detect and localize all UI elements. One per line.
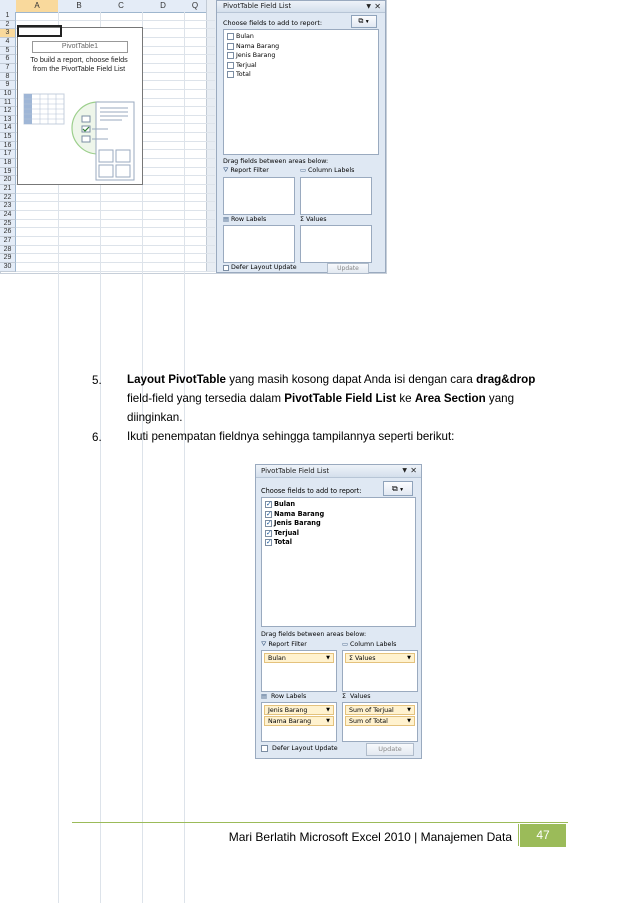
field-item[interactable] — [265, 500, 412, 510]
footer-title: Mari Berlatih Microsoft Excel 2010 | Manajemen Data — [228, 830, 512, 844]
column-field-chip[interactable] — [345, 653, 415, 663]
step-5-line1 — [127, 370, 567, 389]
choose-fields-label: Choose fields to add to report: — [223, 19, 323, 27]
field-label: Nama Barang — [236, 42, 280, 50]
field-checkbox[interactable] — [227, 62, 234, 69]
column-header-c[interactable]: C — [100, 0, 143, 13]
filter-icon: ⛛ — [223, 167, 229, 174]
report-filter-label: Report Filter — [268, 641, 307, 648]
step-6-text: Ikuti penempatan fieldnya sehingga tampilannya seperti berikut: — [127, 430, 455, 443]
pivot-instruction-line2: from the PivotTable Field List — [32, 64, 126, 73]
row-labels-header — [261, 693, 306, 700]
chevron-down-icon: ▼ — [363, 19, 370, 25]
text-run: Layout PivotTable — [127, 373, 226, 386]
chip-label: Sum of Terjual — [349, 707, 394, 714]
gridline — [16, 20, 215, 21]
row-header[interactable]: 20 — [0, 176, 16, 185]
defer-layout-row — [261, 745, 338, 752]
row-header[interactable]: 2 — [0, 21, 16, 30]
value-field-chip[interactable] — [345, 705, 415, 715]
row-header[interactable]: 13 — [0, 116, 16, 125]
row-header[interactable]: 11 — [0, 99, 16, 108]
report-filter-header — [223, 167, 269, 175]
row-header[interactable]: 30 — [0, 263, 16, 272]
defer-layout-row — [223, 264, 297, 271]
pivot-illustration — [22, 88, 138, 183]
field-list-layout-button[interactable] — [351, 15, 377, 28]
text-run: Area Section — [414, 392, 486, 405]
field-item[interactable] — [227, 42, 375, 52]
field-checkbox[interactable] — [265, 520, 272, 527]
field-checkbox[interactable] — [227, 43, 234, 50]
row-labels-icon: ▤ — [223, 216, 229, 223]
values-area[interactable] — [342, 702, 418, 742]
field-list-layout-button[interactable] — [383, 481, 413, 496]
row-header[interactable]: 18 — [0, 159, 16, 168]
filter-field-chip[interactable] — [264, 653, 334, 663]
row-header[interactable]: 3 — [0, 29, 16, 38]
field-checkbox[interactable] — [265, 539, 272, 546]
chevron-down-icon[interactable]: ▼ — [326, 707, 330, 713]
field-checkbox[interactable] — [227, 33, 234, 40]
drag-fields-label: Drag fields between areas below: — [223, 158, 329, 165]
defer-layout-label: Defer Layout Update — [231, 264, 297, 271]
row-header[interactable]: 6 — [0, 55, 16, 64]
report-filter-area[interactable] — [261, 650, 337, 692]
field-item[interactable] — [227, 61, 375, 71]
footer-separator — [518, 824, 519, 846]
gridline — [16, 253, 215, 254]
column-labels-area[interactable] — [342, 650, 418, 692]
chevron-down-icon: ▼ — [397, 487, 405, 493]
row-header[interactable]: 10 — [0, 90, 16, 99]
field-checkbox[interactable] — [265, 530, 272, 537]
row-header[interactable]: 4 — [0, 38, 16, 47]
row-field-chip[interactable] — [264, 716, 334, 726]
sigma-icon: Σ — [342, 693, 346, 700]
row-header[interactable]: 14 — [0, 124, 16, 133]
gridline — [16, 201, 215, 202]
gridline — [16, 210, 215, 211]
dropdown-arrow-icon[interactable]: ▼ — [402, 467, 407, 474]
defer-layout-checkbox[interactable] — [261, 745, 268, 752]
row-header[interactable]: 8 — [0, 73, 16, 82]
text-run: drag&drop — [476, 373, 536, 386]
field-label: Total — [236, 71, 251, 78]
active-cell[interactable] — [17, 25, 62, 37]
field-checklist[interactable] — [261, 497, 416, 627]
step-6-number: 6. — [92, 431, 102, 444]
sigma-icon: Σ — [300, 216, 304, 223]
values-area[interactable] — [300, 225, 372, 263]
field-label: Jenis Barang — [236, 52, 276, 59]
chip-label: Σ Values — [349, 655, 376, 662]
row-header[interactable]: 23 — [0, 202, 16, 211]
row-header[interactable]: 21 — [0, 185, 16, 194]
field-item[interactable] — [265, 510, 412, 520]
row-header[interactable]: 12 — [0, 107, 16, 116]
field-checkbox[interactable] — [227, 71, 234, 78]
report-filter-label: Report Filter — [230, 167, 269, 174]
column-header-b[interactable]: B — [58, 0, 101, 13]
column-labels-icon: ▭ — [342, 641, 348, 648]
defer-layout-label: Defer Layout Update — [272, 745, 338, 752]
panel-title-bar — [256, 465, 421, 478]
report-filter-header — [261, 641, 307, 649]
layout-icon: ⧉ — [358, 18, 364, 25]
chip-label: Nama Barang — [268, 718, 312, 725]
gridline — [16, 271, 215, 272]
row-header[interactable]: 1 — [0, 12, 16, 21]
row-labels-area[interactable] — [261, 702, 337, 742]
row-header[interactable]: 5 — [0, 47, 16, 56]
gridline — [16, 236, 215, 237]
field-item[interactable] — [227, 70, 375, 80]
column-labels-header — [300, 167, 354, 174]
step-5-number: 5. — [92, 374, 102, 387]
step-5-line2 — [127, 389, 567, 408]
gridline — [184, 12, 185, 274]
dropdown-arrow-icon[interactable]: ▼ — [366, 3, 371, 10]
row-header[interactable]: 7 — [0, 64, 16, 73]
text-run: yang — [485, 392, 515, 405]
row-header[interactable]: 28 — [0, 246, 16, 255]
field-item[interactable] — [227, 32, 375, 42]
row-labels-area[interactable] — [223, 225, 295, 263]
empty-pivot-placeholder[interactable] — [17, 27, 143, 185]
row-header[interactable]: 27 — [0, 237, 16, 246]
field-item[interactable] — [227, 51, 375, 61]
values-label: Values — [306, 216, 327, 223]
choose-fields-label: Choose fields to add to report: — [261, 487, 362, 495]
layout-icon: ⧉ — [391, 484, 398, 493]
field-label: Total — [274, 538, 293, 546]
panel-title: PivotTable Field List — [223, 2, 292, 10]
gridline — [16, 227, 215, 228]
field-item[interactable] — [265, 519, 412, 529]
field-checklist[interactable] — [223, 29, 379, 155]
row-header[interactable]: 22 — [0, 194, 16, 203]
column-labels-label: Column Labels — [349, 641, 397, 648]
values-label: Values — [350, 693, 371, 700]
row-header[interactable]: 19 — [0, 168, 16, 177]
chevron-down-icon[interactable]: ▼ — [407, 718, 411, 724]
pivot-instruction-line1: To build a report, choose fields — [30, 55, 128, 64]
column-labels-label: Column Labels — [307, 167, 355, 174]
excel-screenshot-empty-pivot — [0, 0, 387, 274]
row-labels-label: Row Labels — [270, 693, 307, 700]
chip-label: Sum of Total — [349, 718, 388, 725]
column-header-q[interactable]: Q — [184, 0, 207, 13]
step-5-line3: diinginkan. — [127, 411, 183, 424]
field-item[interactable] — [265, 538, 412, 548]
gridline — [16, 245, 215, 246]
panel-title-bar — [217, 1, 385, 13]
field-label: Terjual — [236, 61, 257, 69]
column-header-d[interactable]: D — [142, 0, 185, 13]
chevron-down-icon[interactable]: ▼ — [407, 655, 411, 661]
row-labels-header — [223, 216, 266, 223]
field-label: Bulan — [236, 33, 254, 40]
report-filter-area[interactable] — [223, 177, 295, 215]
row-labels-icon: ▤ — [261, 693, 267, 700]
value-field-chip[interactable] — [345, 716, 415, 726]
filter-icon: ⛛ — [261, 641, 267, 648]
row-header[interactable]: 9 — [0, 81, 16, 90]
row-labels-label: Row Labels — [230, 216, 267, 223]
chip-label: Jenis Barang — [268, 707, 308, 714]
gridline — [16, 262, 215, 263]
chip-label: Bulan — [268, 655, 286, 662]
row-header[interactable]: 15 — [0, 133, 16, 142]
defer-layout-checkbox[interactable] — [223, 265, 229, 271]
close-icon[interactable]: ✕ — [374, 2, 381, 11]
footer-rule — [72, 822, 568, 823]
page-number: 47 — [520, 824, 566, 847]
gridline — [16, 219, 215, 220]
row-header[interactable]: 16 — [0, 142, 16, 151]
row-header[interactable]: 25 — [0, 220, 16, 229]
field-checkbox[interactable] — [265, 501, 272, 508]
chevron-down-icon[interactable]: ▼ — [326, 655, 330, 661]
pivot-field-list-filled — [255, 464, 422, 759]
field-label: Nama Barang — [274, 509, 325, 518]
field-checkbox[interactable] — [227, 52, 234, 59]
step-5-text — [127, 370, 567, 427]
panel-title: PivotTable Field List — [261, 467, 330, 475]
column-labels-header — [342, 641, 396, 648]
row-header[interactable]: 24 — [0, 211, 16, 220]
field-label: Terjual — [274, 528, 300, 537]
row-header[interactable]: 29 — [0, 254, 16, 263]
field-checkbox[interactable] — [265, 511, 272, 518]
update-button[interactable]: Update — [366, 743, 414, 756]
close-icon[interactable]: ✕ — [410, 466, 417, 475]
field-label: Bulan — [274, 500, 296, 508]
row-field-chip[interactable] — [264, 705, 334, 715]
text-run: ke — [396, 392, 415, 405]
column-labels-icon: ▭ — [300, 167, 306, 174]
field-item[interactable] — [265, 529, 412, 539]
field-label: Jenis Barang — [274, 519, 321, 527]
pivot-instruction — [20, 55, 138, 73]
values-header — [342, 693, 371, 700]
pivot-field-list-panel — [216, 0, 386, 273]
column-labels-area[interactable] — [300, 177, 372, 215]
row-header[interactable]: 17 — [0, 150, 16, 159]
text-run: field-field yang tersedia dalam — [127, 392, 285, 405]
update-button[interactable]: Update — [327, 263, 369, 274]
gridline — [16, 193, 215, 194]
column-header-a[interactable]: A — [16, 0, 59, 13]
text-run: PivotTable Field List — [284, 392, 397, 405]
chevron-down-icon[interactable]: ▼ — [407, 707, 411, 713]
chevron-down-icon[interactable]: ▼ — [326, 718, 330, 724]
mini-grid-illustration — [24, 94, 64, 124]
pivot-name-box: PivotTable1 — [32, 41, 128, 53]
text-run: yang masih kosong dapat Anda isi dengan cara — [226, 373, 477, 386]
row-header[interactable]: 26 — [0, 228, 16, 237]
drag-fields-label: Drag fields between areas below: — [261, 631, 367, 638]
values-header — [300, 216, 327, 223]
